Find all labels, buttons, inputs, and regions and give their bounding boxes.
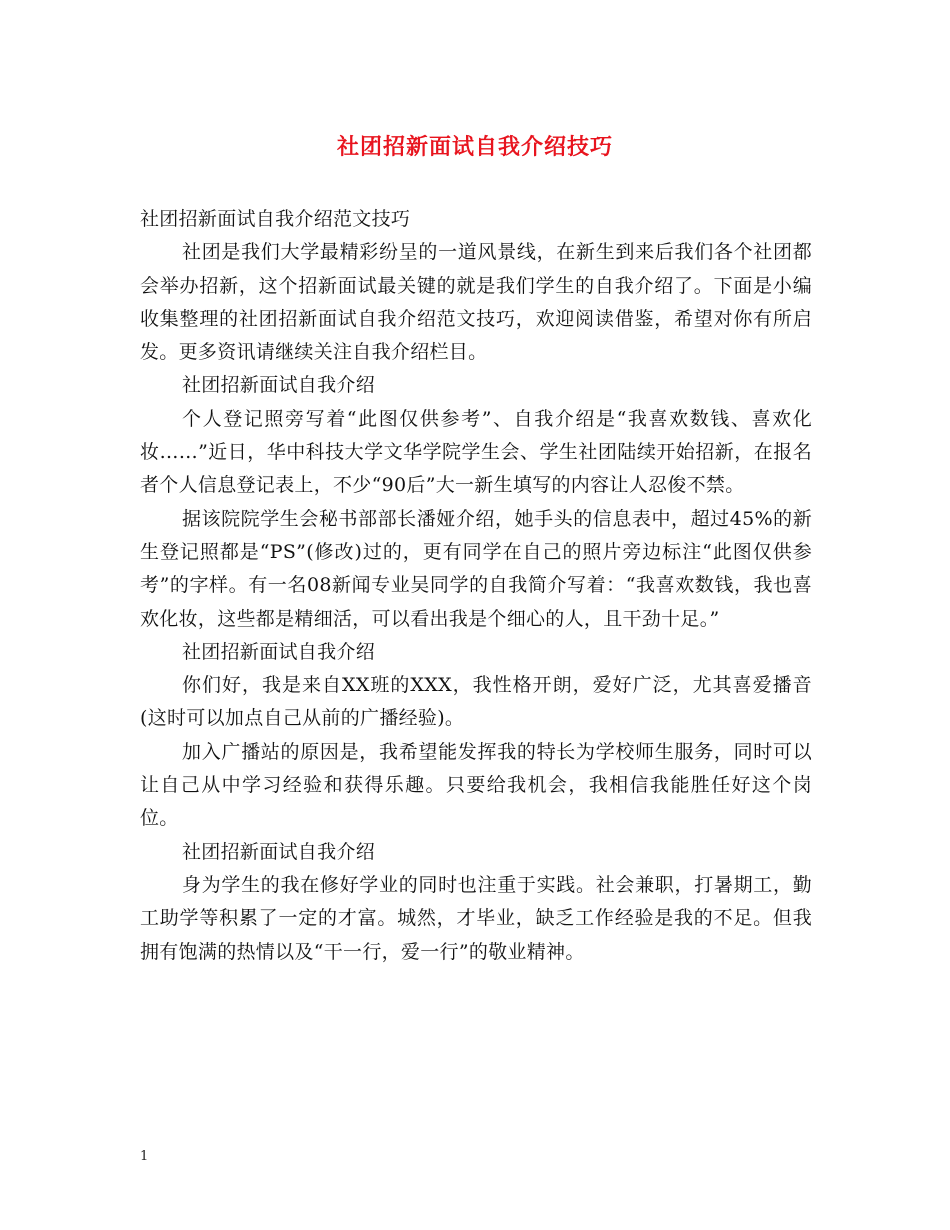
- document-body: [140, 203, 812, 969]
- paragraph: 加入广播站的原因是，我希望能发挥我的特长为学校师生服务，同时可以让自己从中学习经验和获得乐趣。只要给我机会，我相信我能胜任好这个岗位。: [140, 740, 812, 830]
- page-number: 1: [140, 1149, 149, 1164]
- page-title: 社团招新面试自我介绍技巧: [336, 134, 613, 160]
- section-heading: 社团招新面试自我介绍: [182, 640, 376, 663]
- paragraph-subtitle: 社团招新面试自我介绍范文技巧: [140, 208, 411, 230]
- paragraph: 个人登记照旁写着“此图仅供参考”、自我介绍是“我喜欢数钱、喜欢化妆……”近日，华中科技大学文华学院学生会、学生社团陆续开始招新，在报名者个人信息登记表上，不少“90后”大一新生填写的内容让人忍俊不禁。: [140, 407, 812, 497]
- paragraph: 你们好，我是来自XX班的XXX，我性格开朗，爱好广泛，尤其喜爱播音(这时可以加点自己从前的广播经验)。: [140, 674, 812, 730]
- paragraph: 据该院院学生会秘书部部长潘娅介绍，她手头的信息表中，超过45%的新生登记照都是“PS”(修改)过的，更有同学在自己的照片旁边标注“此图仅供参考”的字样。有一名08新闻专业吴同学的自我简介写着：“我喜欢数钱，我也喜欢化妆，这些都是精细活，可以看出我是个细心的人，且干劲十足。”: [140, 507, 812, 630]
- paragraph: 社团是我们大学最精彩纷呈的一道风景线，在新生到来后我们各个社团都会举办招新，这个招新面试最关键的就是我们学生的自我介绍了。下面是小编收集整理的社团招新面试自我介绍范文技巧，欢迎阅读借鉴，希望对你有所启发。更多资讯请继续关注自我介绍栏目。: [140, 241, 812, 364]
- section-heading: 社团招新面试自我介绍: [182, 374, 376, 397]
- paragraph: 身为学生的我在修好学业的同时也注重于实践。社会兼职，打暑期工，勤工助学等积累了一定的才富。城然，才毕业，缺乏工作经验是我的不足。但我拥有饱满的热情以及“干一行，爱一行”的敬业精神。: [140, 873, 812, 963]
- section-heading: 社团招新面试自我介绍: [182, 840, 376, 863]
